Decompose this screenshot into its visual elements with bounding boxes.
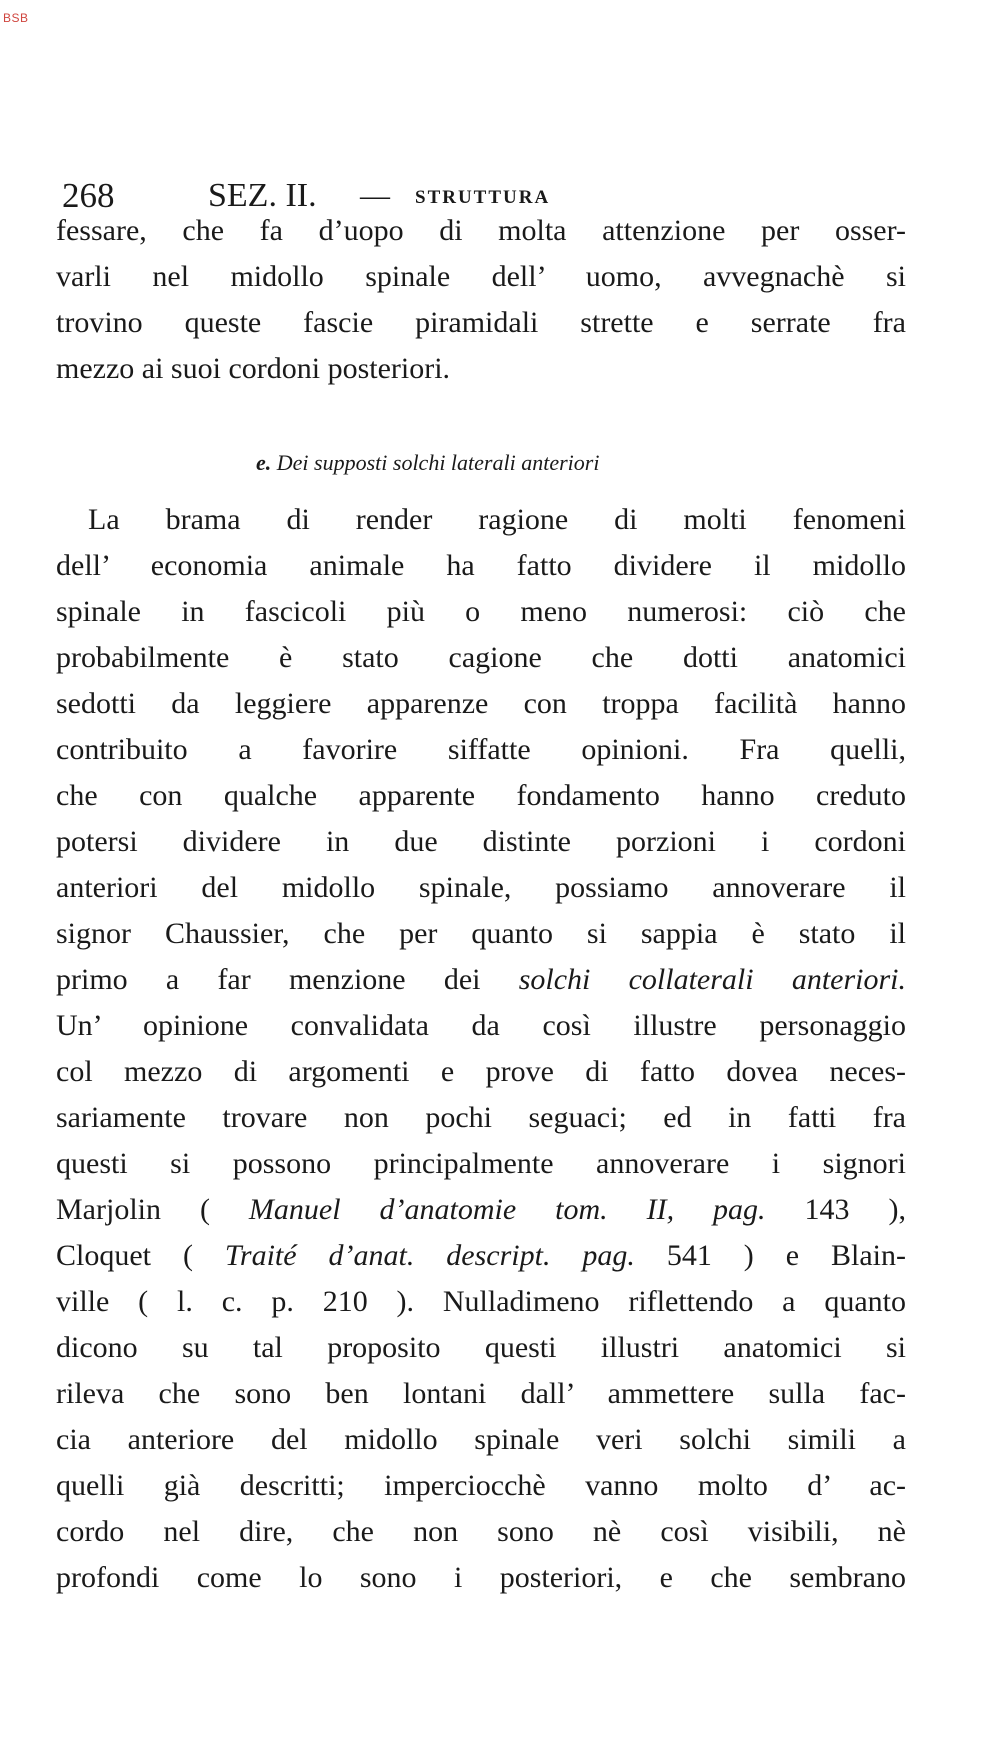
text-line: ville ( l. c. p. 210 ). Nulladimeno riflettendo a quanto [56, 1285, 906, 1318]
section-topic: STRUTTURA [415, 187, 551, 208]
text-line: signor Chaussier, che per quanto si sappia è stato il [56, 917, 906, 950]
text-line: col mezzo di argomenti e prove di fatto dovea neces- [56, 1055, 906, 1088]
text-line: questi si possono principalmente annoverare i signori [56, 1147, 906, 1180]
section-dash: — [360, 179, 390, 212]
subsection-title: Dei supposti solchi laterali anteriori [276, 450, 600, 475]
subsection-heading [256, 448, 816, 478]
text-line: sedotti da leggiere apparenze con troppa facilità hanno [56, 687, 906, 720]
text-run: 541 ) e Blain- [634, 1239, 906, 1272]
text-line: fessare, che fa d’uopo di molta attenzione per osser- [56, 214, 906, 247]
citation: Traité d’anat. descript. pag. [224, 1239, 635, 1272]
text-line: potersi dividere in due distinte porzioni i cordoni [56, 825, 906, 858]
text-line: varli nel midollo spinale dell’ uomo, avvegnachè si [56, 260, 906, 293]
text-line: dicono su tal proposito questi illustri anatomici si [56, 1331, 906, 1364]
text-line: sariamente trovare non pochi seguaci; ed in fatti fra [56, 1101, 906, 1134]
text-line [56, 1187, 906, 1233]
text-line [56, 957, 906, 1003]
text-line: trovino queste fascie piramidali strette e serrate fra [56, 306, 906, 339]
text-line: mezzo ai suoi cordoni posteriori. [56, 352, 451, 385]
text-run: primo a far menzione dei [56, 963, 519, 996]
text-line: cordo nel dire, che non sono nè così visibili, nè [56, 1515, 906, 1548]
text-run: Marjolin ( [56, 1193, 249, 1226]
text-line: cia anteriore del midollo spinale veri solchi simili a [56, 1423, 906, 1456]
page-number: 268 [62, 176, 115, 215]
text-line: contribuito a favorire siffatte opinioni. Fra quelli, [56, 733, 906, 766]
paragraph-first-line: La brama di render ragione di molti fenomeni [88, 503, 906, 536]
text-line: spinale in fascicoli più o meno numerosi: ciò che [56, 595, 906, 628]
text-line: anteriori del midollo spinale, possiamo annoverare il [56, 871, 906, 904]
italic-term: solchi collaterali anteriori. [518, 963, 906, 996]
text-line: quelli già descritti; imperciocchè vanno molto d’ ac- [56, 1469, 906, 1502]
text-line: probabilmente è stato cagione che dotti anatomici [56, 641, 906, 674]
text-line: rileva che sono ben lontani dall’ ammettere sulla fac- [56, 1377, 906, 1410]
text-line: che con qualche apparente fondamento hanno creduto [56, 779, 906, 812]
section-label: SEZ. II. [208, 177, 317, 214]
library-stamp: BSB [3, 11, 29, 25]
text-line: profondi come lo sono i posteriori, e che sembrano [56, 1561, 906, 1594]
text-line: dell’ economia animale ha fatto dividere il midollo [56, 549, 906, 582]
subsection-letter: e. [256, 450, 272, 475]
text-line [56, 1233, 906, 1279]
text-run: 143 ), [765, 1193, 906, 1226]
text-run: Cloquet ( [56, 1239, 225, 1272]
citation: Manuel d’anatomie tom. II, pag. [248, 1193, 766, 1226]
text-line: Un’ opinione convalidata da così illustre personaggio [56, 1009, 906, 1042]
